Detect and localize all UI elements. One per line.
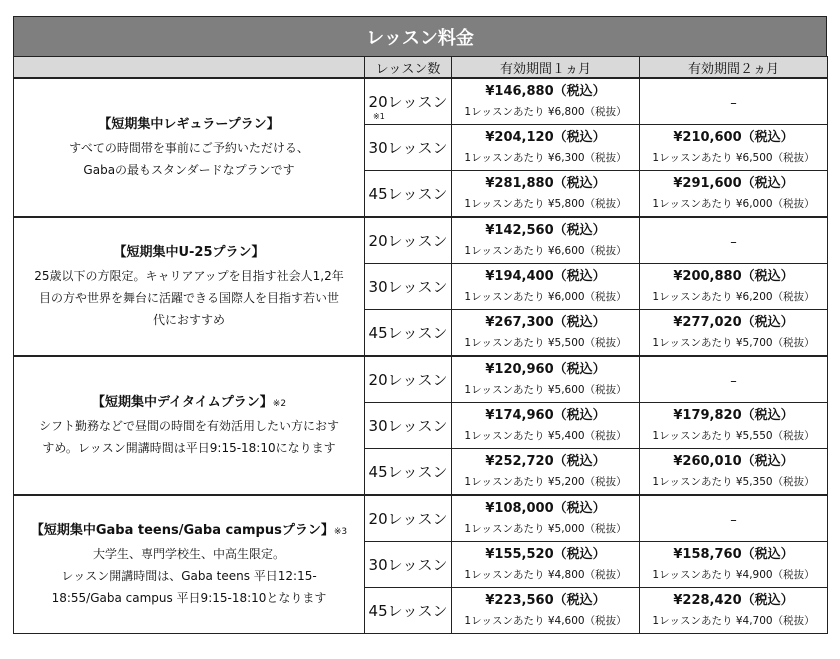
lesson-count-cell bbox=[365, 588, 452, 634]
price-tax-included: ¥146,880（税込） bbox=[485, 83, 606, 99]
plan-description-line: すめ。レッスン開講時間は平日9:15-18:10になります bbox=[42, 441, 336, 455]
price-cell-1-month bbox=[452, 403, 640, 449]
price-tax-included: ¥260,010（税込） bbox=[673, 453, 794, 469]
lesson-count-cell bbox=[365, 403, 452, 449]
plan-name bbox=[16, 242, 362, 265]
lesson-count: 20レッスン bbox=[368, 93, 448, 111]
lesson-count: 20レッスン bbox=[368, 232, 448, 250]
header-row bbox=[14, 57, 828, 79]
price-cell-1-month bbox=[452, 356, 640, 403]
price-per-lesson: 1レッスンあたり ¥6,800（税抜） bbox=[464, 105, 627, 118]
plan-name-text: 【短期集中U-25プラン】 bbox=[113, 245, 265, 260]
price-tax-included: ¥252,720（税込） bbox=[485, 453, 606, 469]
price-cell-2-months bbox=[640, 356, 828, 403]
price-cell-2-months bbox=[640, 125, 828, 171]
price-cell-2-months bbox=[640, 542, 828, 588]
plan-cell bbox=[14, 495, 365, 634]
price-tax-included: ¥155,520（税込） bbox=[485, 546, 606, 562]
lesson-count: 20レッスン bbox=[368, 371, 448, 389]
price-per-lesson: 1レッスンあたり ¥6,000（税抜） bbox=[464, 290, 627, 303]
price-per-lesson: 1レッスンあたり ¥5,500（税抜） bbox=[464, 336, 627, 349]
plan-description-line: 大学生、専門学校生、中高生限定。 bbox=[92, 547, 285, 561]
lesson-count-cell bbox=[365, 264, 452, 310]
price-cell-1-month bbox=[452, 78, 640, 125]
lesson-count: 30レッスン bbox=[368, 556, 448, 574]
table-row bbox=[14, 356, 828, 403]
table-row bbox=[14, 217, 828, 264]
price-tax-included: ¥223,560（税込） bbox=[485, 592, 606, 608]
lesson-count: 20レッスン bbox=[368, 510, 448, 528]
price-cell-2-months bbox=[640, 449, 828, 496]
price-per-lesson: 1レッスンあたり ¥4,800（税抜） bbox=[464, 568, 627, 581]
price-per-lesson: 1レッスンあたり ¥4,900（税抜） bbox=[652, 568, 815, 581]
price-tax-included: ¥267,300（税込） bbox=[485, 314, 606, 330]
lesson-count: 30レッスン bbox=[368, 139, 448, 157]
price-per-lesson: 1レッスンあたり ¥4,700（税抜） bbox=[652, 614, 815, 627]
price-per-lesson: 1レッスンあたり ¥5,600（税抜） bbox=[464, 383, 627, 396]
pricing-table-container bbox=[13, 16, 827, 634]
plan-description-line: 18:55/Gaba campus 平日9:15-18:10となります bbox=[51, 591, 327, 605]
plan-description-line: すべての時間帯を事前にご予約いただける、 bbox=[69, 141, 309, 155]
plan-description-line: 代におすすめ bbox=[152, 313, 226, 327]
price-per-lesson: 1レッスンあたり ¥5,400（税抜） bbox=[464, 429, 627, 442]
price-cell-2-months bbox=[640, 403, 828, 449]
price-tax-included: ¥108,000（税込） bbox=[485, 500, 606, 516]
pricing-table bbox=[13, 56, 828, 634]
plan-cell bbox=[14, 217, 365, 356]
price-per-lesson: 1レッスンあたり ¥5,000（税抜） bbox=[464, 522, 627, 535]
lesson-count: 45レッスン bbox=[368, 185, 448, 203]
price-tax-included: ¥179,820（税込） bbox=[673, 407, 794, 423]
price-per-lesson: 1レッスンあたり ¥4,600（税抜） bbox=[464, 614, 627, 627]
header-validity-2-months: 有効期間２ヵ月 bbox=[640, 57, 828, 79]
price-per-lesson: 1レッスンあたり ¥6,000（税抜） bbox=[652, 197, 815, 210]
price-per-lesson: 1レッスンあたり ¥5,800（税抜） bbox=[464, 197, 627, 210]
lesson-count: 45レッスン bbox=[368, 463, 448, 481]
price-cell-2-months bbox=[640, 588, 828, 634]
price-cell-2-months bbox=[640, 495, 828, 542]
not-available-dash: – bbox=[730, 235, 737, 250]
price-tax-included: ¥194,400（税込） bbox=[485, 268, 606, 284]
plan-description-line: シフト勤務などで昼間の時間を有効活用したい方におす bbox=[38, 419, 339, 433]
lesson-count: 45レッスン bbox=[368, 602, 448, 620]
lesson-count-cell bbox=[365, 78, 452, 125]
price-cell-2-months bbox=[640, 217, 828, 264]
lesson-count: 45レッスン bbox=[368, 324, 448, 342]
plan-description-line: レッスン開講時間は、Gaba teens 平日12:15- bbox=[61, 569, 317, 583]
price-per-lesson: 1レッスンあたり ¥6,300（税抜） bbox=[464, 151, 627, 164]
price-tax-included: ¥120,960（税込） bbox=[485, 361, 606, 377]
plan-name bbox=[16, 392, 362, 415]
price-cell-1-month bbox=[452, 542, 640, 588]
lesson-count-note: ※1 bbox=[373, 112, 385, 121]
price-cell-1-month bbox=[452, 217, 640, 264]
lesson-count-cell bbox=[365, 171, 452, 218]
table-row bbox=[14, 495, 828, 542]
price-per-lesson: 1レッスンあたり ¥5,550（税抜） bbox=[652, 429, 815, 442]
plan-name-text: 【短期集中デイタイムプラン】 bbox=[91, 395, 273, 410]
header-plan bbox=[14, 57, 365, 79]
price-per-lesson: 1レッスンあたり ¥5,700（税抜） bbox=[652, 336, 815, 349]
plan-cell bbox=[14, 78, 365, 217]
price-tax-included: ¥158,760（税込） bbox=[673, 546, 794, 562]
plan-note: ※2 bbox=[272, 399, 287, 409]
price-tax-included: ¥142,560（税込） bbox=[485, 222, 606, 238]
header-validity-1-month: 有効期間１ヵ月 bbox=[452, 57, 640, 79]
price-cell-1-month bbox=[452, 588, 640, 634]
table-row bbox=[14, 78, 828, 125]
price-cell-1-month bbox=[452, 310, 640, 357]
plan-name bbox=[16, 114, 362, 137]
plan-name-text: 【短期集中Gaba teens/Gaba campusプラン】 bbox=[30, 523, 334, 538]
not-available-dash: – bbox=[730, 513, 737, 528]
lesson-count-cell bbox=[365, 356, 452, 403]
table-title: レッスン料金 bbox=[13, 16, 827, 56]
lesson-count-cell bbox=[365, 495, 452, 542]
lesson-count: 30レッスン bbox=[368, 278, 448, 296]
price-cell-1-month bbox=[452, 171, 640, 218]
price-cell-1-month bbox=[452, 264, 640, 310]
price-tax-included: ¥291,600（税込） bbox=[673, 175, 794, 191]
price-per-lesson: 1レッスンあたり ¥5,200（税抜） bbox=[464, 475, 627, 488]
not-available-dash: – bbox=[730, 96, 737, 111]
price-cell-1-month bbox=[452, 125, 640, 171]
plan-description-line: 25歳以下の方限定。キャリアアップを目指す社会人1,2年 bbox=[34, 269, 344, 283]
not-available-dash: – bbox=[730, 374, 737, 389]
plan-description-line: 目の方や世界を舞台に活躍できる国際人を目指す若い世 bbox=[38, 291, 339, 305]
price-tax-included: ¥281,880（税込） bbox=[485, 175, 606, 191]
price-tax-included: ¥174,960（税込） bbox=[485, 407, 606, 423]
price-cell-2-months bbox=[640, 310, 828, 357]
plan-name bbox=[16, 520, 362, 543]
plan-cell bbox=[14, 356, 365, 495]
price-tax-included: ¥228,420（税込） bbox=[673, 592, 794, 608]
price-per-lesson: 1レッスンあたり ¥6,600（税抜） bbox=[464, 244, 627, 257]
price-tax-included: ¥210,600（税込） bbox=[673, 129, 794, 145]
lesson-count-cell bbox=[365, 449, 452, 496]
price-cell-2-months bbox=[640, 78, 828, 125]
lesson-count: 30レッスン bbox=[368, 417, 448, 435]
price-per-lesson: 1レッスンあたり ¥6,500（税抜） bbox=[652, 151, 815, 164]
price-per-lesson: 1レッスンあたり ¥6,200（税抜） bbox=[652, 290, 815, 303]
lesson-count-cell bbox=[365, 542, 452, 588]
plan-note: ※3 bbox=[333, 527, 348, 537]
price-per-lesson: 1レッスンあたり ¥5,350（税抜） bbox=[652, 475, 815, 488]
plan-description-line: Gabaの最もスタンダードなプランです bbox=[83, 163, 295, 177]
plan-name-text: 【短期集中レギュラープラン】 bbox=[98, 117, 280, 132]
price-tax-included: ¥200,880（税込） bbox=[673, 268, 794, 284]
price-cell-2-months bbox=[640, 264, 828, 310]
pricing-body bbox=[14, 78, 828, 634]
price-tax-included: ¥277,020（税込） bbox=[673, 314, 794, 330]
price-cell-1-month bbox=[452, 495, 640, 542]
lesson-count-cell bbox=[365, 125, 452, 171]
header-lesson-count: レッスン数 bbox=[365, 57, 452, 79]
price-cell-1-month bbox=[452, 449, 640, 496]
lesson-count-cell bbox=[365, 310, 452, 357]
lesson-count-cell bbox=[365, 217, 452, 264]
price-tax-included: ¥204,120（税込） bbox=[485, 129, 606, 145]
price-cell-2-months bbox=[640, 171, 828, 218]
